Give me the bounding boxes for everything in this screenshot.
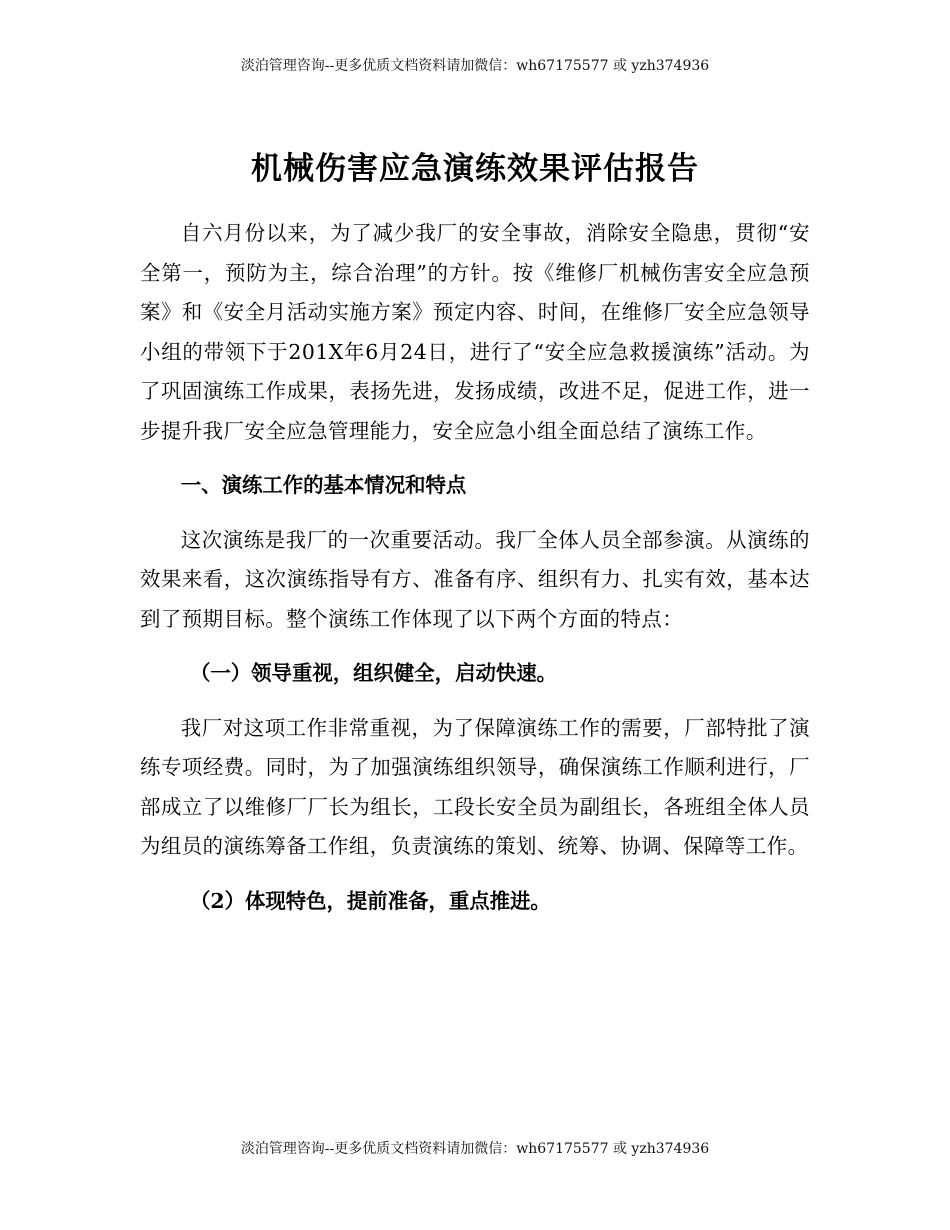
- paragraph-gap: [140, 867, 810, 882]
- document-body: [140, 214, 810, 921]
- section-heading-1: 一、演练工作的基本情况和特点: [180, 473, 467, 497]
- page-header: 淡泊管理咨询--更多优质文档资料请加微信：wh67175577 或 yzh374936: [240, 58, 710, 74]
- paragraph-gap: [140, 639, 810, 654]
- intro-paragraph: 自六月份以来，为了减少我厂的安全事故，消除安全隐患，贯彻“安全第一，预防为主，综合治理”的方针。按《维修厂机械伤害安全应急预案》和《安全月活动实施方案》预定内容、时间，在维修厂安全应急领导小组的带领下于201X年6月24日，进行了“安全应急救援演练”活动。为了巩固演练工作成果，表扬先进，发扬成绩，改进不足，促进工作，进一步提升我厂安全应急管理能力，安全应急小组全面总结了演练工作。: [140, 221, 810, 443]
- subsection-heading-1: （一）领导重视，组织健全，启动快速。: [190, 661, 558, 685]
- document-title: 机械伤害应急演练效果评估报告: [251, 150, 699, 187]
- subsection-1-paragraph: 我厂对这项工作非常重视，为了保障演练工作的需要，厂部特批了演练专项经费。同时，为了加强演练组织领导，确保演练工作顺利进行，厂部成立了以维修厂厂长为组长，工段长安全员为副组长，各班组全体人员为组员的演练筹备工作组，负责演练的策划、统筹、协调、保障等工作。: [140, 715, 810, 858]
- paragraph-gap: [140, 694, 810, 709]
- section-1-paragraph: 这次演练是我厂的一次重要活动。我厂全体人员全部参演。从演练的效果来看，这次演练指导有方、准备有序、组织有力、扎实有效，基本达到了预期目标。整个演练工作体现了以下两个方面的特点：: [140, 527, 810, 631]
- paragraph-gap: [140, 451, 810, 466]
- paragraph-gap: [140, 506, 810, 521]
- page-footer: 淡泊管理咨询--更多优质文档资料请加微信：wh67175577 或 yzh374936: [240, 1141, 710, 1157]
- subsection-heading-2: （2）体现特色，提前准备，重点推进。: [190, 888, 551, 913]
